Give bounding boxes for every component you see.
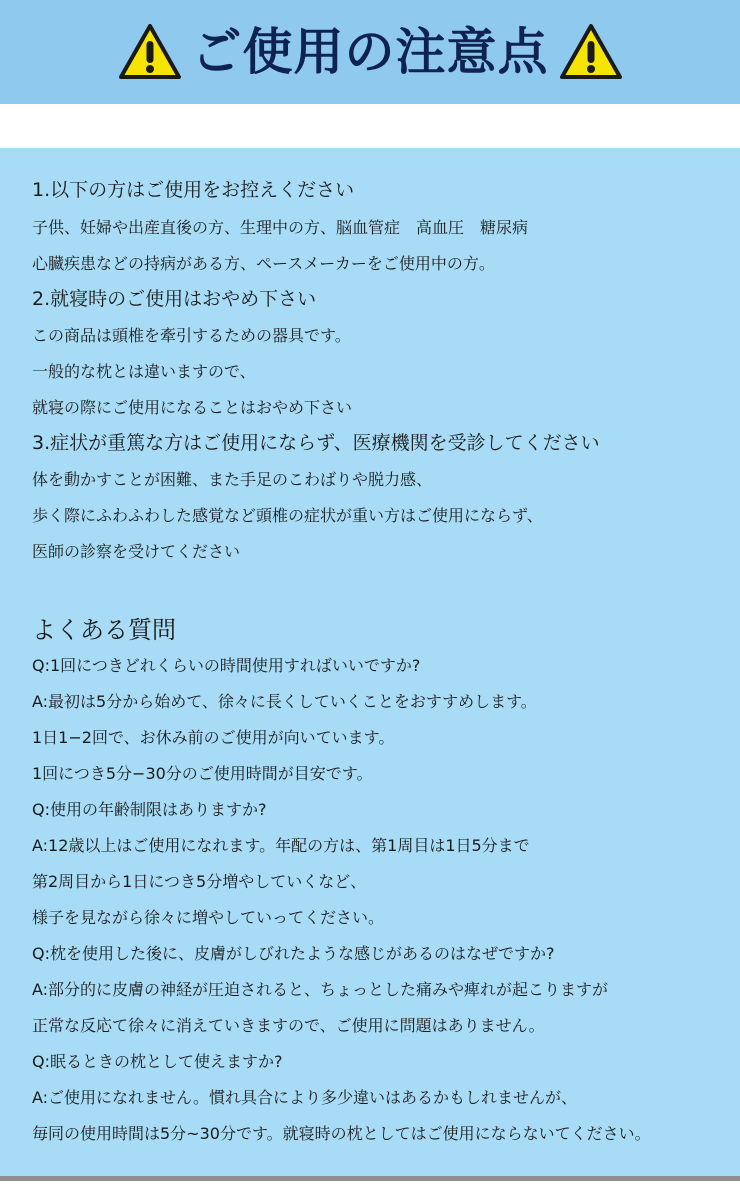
faq-title: よくある質問 [32,616,176,644]
precaution-text: 子供、妊婦や出産直後の方、生理中の方、脳血管症 高血圧 糖尿病 [32,218,529,237]
faq-line: Q:眠るときの枕として使えますか? [32,1052,283,1071]
bottom-divider [0,1176,740,1181]
precaution-heading: 2.就寝時のご使用はおやめ下さい [32,288,317,310]
faq-line: A:12歳以上はご使用になれます。年配の方は、第1周目は1日5分まで [32,836,530,855]
precaution-text: 歩く際にふわふわした感覚など頭椎の症状が重い方はご使用にならず、 [32,506,543,525]
faq-line: Q:枕を使用した後に、皮膚がしびれたような感じがあるのはなぜですか? [32,944,555,963]
precaution-text: 心臓疾患などの持病がある方、ペースメーカーをご使用中の方。 [32,254,495,273]
faq-line: Q:1回につきどれくらいの時間使用すればいいですか? [32,656,421,675]
white-spacer [0,104,740,148]
faq-line: 正常な反応て徐々に消えていきますので、ご使用に問題はありません。 [32,1016,545,1035]
precaution-text: 就寝の際にご使用になることはおやめ下さい [32,398,353,417]
precaution-heading: 3.症状が重篤な方はご使用にならず、医療機関を受診してください [32,432,600,454]
faq-line: A:ご使用になれません。慣れ具合により多少違いはあるかもしれませんが、 [32,1088,578,1107]
page-title: ご使用の注意点 [191,23,549,81]
faq-line: A:部分的に皮膚の神経が圧迫されると、ちょっとした痛みや痺れが起こりますが [32,980,609,999]
warning-icon [559,23,623,81]
faq-line: 1日1−2回で、お休み前のご使用が向いています。 [32,728,395,747]
header-banner [0,0,740,104]
content-panel [0,148,740,1176]
faq-line: 毎同の使用時間は5分~30分です。就寝時の枕としてはご使用にならないてください。 [32,1124,651,1143]
warning-icon [118,23,182,81]
faq-line: A:最初は5分から始めて、徐々に長くしていくことをおすすめします。 [32,692,537,711]
precaution-text: 一般的な枕とは違いますので、 [32,362,256,381]
faq-line: 様子を見ながら徐々に増やしていってください。 [32,908,385,927]
precaution-text: この商品は頭椎を牽引するための器具です。 [32,326,351,345]
faq-line: Q:使用の年齢制限はありますか? [32,800,267,819]
precaution-text: 医師の診察を受けてください [32,542,241,561]
header-inner [118,23,623,81]
faq-line: 1回につき5分−30分のご使用時間が目安です。 [32,764,373,783]
precaution-heading: 1.以下の方はご使用をお控えください [32,179,355,201]
faq-line: 第2周目から1日につき5分増やしていくなど、 [32,872,367,891]
precaution-text: 体を動かすことが困難、また手足のこわばりや脱力感、 [32,470,433,489]
